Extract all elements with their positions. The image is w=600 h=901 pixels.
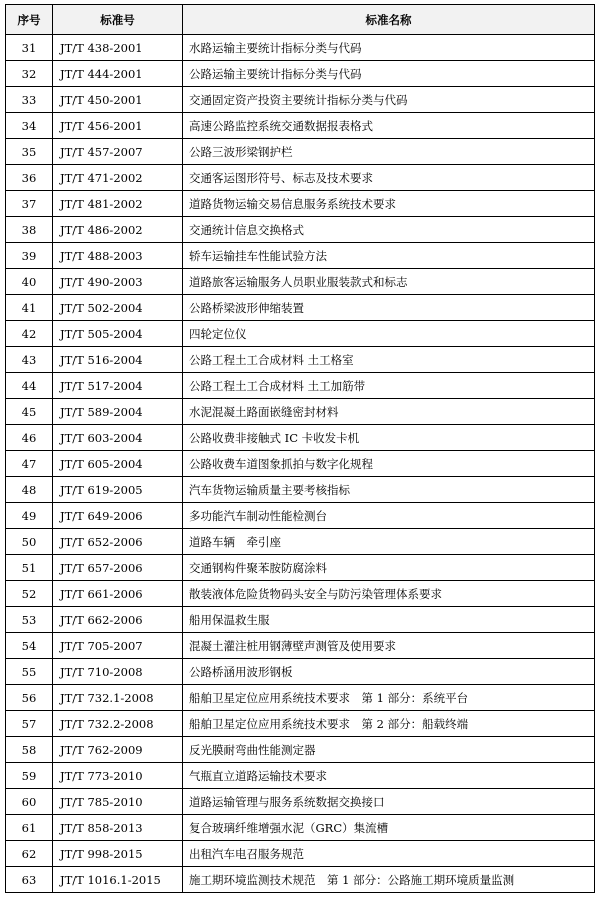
row-seq-cell: 36: [6, 165, 53, 191]
row-code-cell: JT/T 773-2010: [53, 763, 183, 789]
row-seq-cell: 60: [6, 789, 53, 815]
row-seq-cell: 63: [6, 867, 53, 893]
row-seq-cell: 41: [6, 295, 53, 321]
header-name: 标准名称: [183, 5, 595, 35]
table-row: [6, 347, 595, 373]
row-seq-cell: 38: [6, 217, 53, 243]
row-seq-cell: 43: [6, 347, 53, 373]
row-seq-cell: 40: [6, 269, 53, 295]
row-code-cell: JT/T 438-2001: [53, 35, 183, 61]
row-name-cell: 出租汽车电召服务规范: [183, 841, 595, 867]
table-row: [6, 711, 595, 737]
table-row: [6, 841, 595, 867]
row-seq-cell: 58: [6, 737, 53, 763]
row-seq-cell: 62: [6, 841, 53, 867]
row-name-cell: 道路旅客运输服务人员职业服装款式和标志: [183, 269, 595, 295]
table-row: [6, 321, 595, 347]
row-code-cell: JT/T 456-2001: [53, 113, 183, 139]
row-name-cell: 船用保温救生服: [183, 607, 595, 633]
row-seq-cell: 44: [6, 373, 53, 399]
row-name-cell: 公路工程土工合成材料 土工加筋带: [183, 373, 595, 399]
row-code-cell: JT/T 661-2006: [53, 581, 183, 607]
table-row: [6, 815, 595, 841]
row-name-cell: 交通统计信息交换格式: [183, 217, 595, 243]
row-seq-cell: 59: [6, 763, 53, 789]
row-name-cell: 交通固定资产投资主要统计指标分类与代码: [183, 87, 595, 113]
row-name-cell: 水泥混凝土路面嵌缝密封材料: [183, 399, 595, 425]
table-row: [6, 61, 595, 87]
row-code-cell: JT/T 450-2001: [53, 87, 183, 113]
table-row: [6, 763, 595, 789]
row-name-cell: 公路运输主要统计指标分类与代码: [183, 61, 595, 87]
table-row: [6, 633, 595, 659]
table-row: [6, 191, 595, 217]
table-row: [6, 35, 595, 61]
row-name-cell: 反光膜耐弯曲性能测定器: [183, 737, 595, 763]
row-seq-cell: 48: [6, 477, 53, 503]
table-row: [6, 451, 595, 477]
row-code-cell: JT/T 589-2004: [53, 399, 183, 425]
row-name-cell: 气瓶直立道路运输技术要求: [183, 763, 595, 789]
row-code-cell: JT/T 649-2006: [53, 503, 183, 529]
table-row: [6, 529, 595, 555]
row-name-cell: 公路桥梁波形伸缩装置: [183, 295, 595, 321]
row-seq-cell: 56: [6, 685, 53, 711]
table-row: [6, 659, 595, 685]
row-name-cell: 施工期环境监测技术规范 第 1 部分：公路施工期环境质量监测: [183, 867, 595, 893]
row-name-cell: 船舶卫星定位应用系统技术要求 第 2 部分：船载终端: [183, 711, 595, 737]
row-code-cell: JT/T 710-2008: [53, 659, 183, 685]
row-name-cell: 公路工程土工合成材料 土工格室: [183, 347, 595, 373]
row-seq-cell: 51: [6, 555, 53, 581]
standards-table: [5, 4, 595, 893]
table-row: [6, 295, 595, 321]
row-code-cell: JT/T 998-2015: [53, 841, 183, 867]
row-name-cell: 四轮定位仪: [183, 321, 595, 347]
table-row: [6, 425, 595, 451]
row-seq-cell: 50: [6, 529, 53, 555]
row-code-cell: JT/T 858-2013: [53, 815, 183, 841]
row-code-cell: JT/T 605-2004: [53, 451, 183, 477]
row-code-cell: JT/T 517-2004: [53, 373, 183, 399]
row-code-cell: JT/T 732.2-2008: [53, 711, 183, 737]
table-row: [6, 139, 595, 165]
row-name-cell: 水路运输主要统计指标分类与代码: [183, 35, 595, 61]
row-seq-cell: 33: [6, 87, 53, 113]
table-row: [6, 243, 595, 269]
header-code: 标准号: [53, 5, 183, 35]
row-code-cell: JT/T 652-2006: [53, 529, 183, 555]
row-seq-cell: 31: [6, 35, 53, 61]
table-row: [6, 399, 595, 425]
table-row: [6, 607, 595, 633]
header-seq: 序号: [6, 5, 53, 35]
table-row: [6, 503, 595, 529]
table-row: [6, 581, 595, 607]
row-code-cell: JT/T 662-2006: [53, 607, 183, 633]
table-row: [6, 789, 595, 815]
row-name-cell: 多功能汽车制动性能检测台: [183, 503, 595, 529]
row-seq-cell: 49: [6, 503, 53, 529]
row-name-cell: 混凝土灌注桩用钢薄壁声测管及使用要求: [183, 633, 595, 659]
row-name-cell: 交通客运图形符号、标志及技术要求: [183, 165, 595, 191]
row-name-cell: 高速公路监控系统交通数据报表格式: [183, 113, 595, 139]
table-row: [6, 555, 595, 581]
row-code-cell: JT/T 486-2002: [53, 217, 183, 243]
row-seq-cell: 55: [6, 659, 53, 685]
header-row: [6, 5, 595, 35]
row-seq-cell: 32: [6, 61, 53, 87]
row-code-cell: JT/T 481-2002: [53, 191, 183, 217]
row-seq-cell: 52: [6, 581, 53, 607]
table-row: [6, 269, 595, 295]
row-name-cell: 船舶卫星定位应用系统技术要求 第 1 部分：系统平台: [183, 685, 595, 711]
table-row: [6, 685, 595, 711]
row-name-cell: 散装液体危险货物码头安全与防污染管理体系要求: [183, 581, 595, 607]
row-code-cell: JT/T 619-2005: [53, 477, 183, 503]
row-name-cell: 道路货物运输交易信息服务系统技术要求: [183, 191, 595, 217]
row-code-cell: JT/T 490-2003: [53, 269, 183, 295]
row-seq-cell: 42: [6, 321, 53, 347]
row-name-cell: 公路收费非接触式 IC 卡收发卡机: [183, 425, 595, 451]
row-name-cell: 公路三波形梁钢护栏: [183, 139, 595, 165]
row-code-cell: JT/T 471-2002: [53, 165, 183, 191]
table-row: [6, 217, 595, 243]
row-code-cell: JT/T 603-2004: [53, 425, 183, 451]
row-code-cell: JT/T 785-2010: [53, 789, 183, 815]
row-code-cell: JT/T 502-2004: [53, 295, 183, 321]
row-seq-cell: 45: [6, 399, 53, 425]
table-row: [6, 113, 595, 139]
row-code-cell: JT/T 516-2004: [53, 347, 183, 373]
row-name-cell: 复合玻璃纤维增强水泥（GRC）集流槽: [183, 815, 595, 841]
row-code-cell: JT/T 505-2004: [53, 321, 183, 347]
row-code-cell: JT/T 488-2003: [53, 243, 183, 269]
row-seq-cell: 54: [6, 633, 53, 659]
row-name-cell: 道路车辆 牵引座: [183, 529, 595, 555]
row-code-cell: JT/T 457-2007: [53, 139, 183, 165]
row-seq-cell: 39: [6, 243, 53, 269]
row-seq-cell: 47: [6, 451, 53, 477]
table-row: [6, 737, 595, 763]
row-name-cell: 道路运输管理与服务系统数据交换接口: [183, 789, 595, 815]
table-row: [6, 477, 595, 503]
row-seq-cell: 37: [6, 191, 53, 217]
row-seq-cell: 57: [6, 711, 53, 737]
row-name-cell: 轿车运输挂车性能试验方法: [183, 243, 595, 269]
table-row: [6, 867, 595, 893]
table-row: [6, 373, 595, 399]
row-name-cell: 汽车货物运输质量主要考核指标: [183, 477, 595, 503]
row-seq-cell: 61: [6, 815, 53, 841]
row-name-cell: 公路桥涵用波形钢板: [183, 659, 595, 685]
row-seq-cell: 35: [6, 139, 53, 165]
row-code-cell: JT/T 444-2001: [53, 61, 183, 87]
row-seq-cell: 46: [6, 425, 53, 451]
row-code-cell: JT/T 762-2009: [53, 737, 183, 763]
row-code-cell: JT/T 705-2007: [53, 633, 183, 659]
row-code-cell: JT/T 657-2006: [53, 555, 183, 581]
table-row: [6, 165, 595, 191]
row-code-cell: JT/T 732.1-2008: [53, 685, 183, 711]
row-seq-cell: 53: [6, 607, 53, 633]
row-name-cell: 交通钢构件聚苯胺防腐涂料: [183, 555, 595, 581]
row-name-cell: 公路收费车道图象抓拍与数字化规程: [183, 451, 595, 477]
row-seq-cell: 34: [6, 113, 53, 139]
row-code-cell: JT/T 1016.1-2015: [53, 867, 183, 893]
table-row: [6, 87, 595, 113]
